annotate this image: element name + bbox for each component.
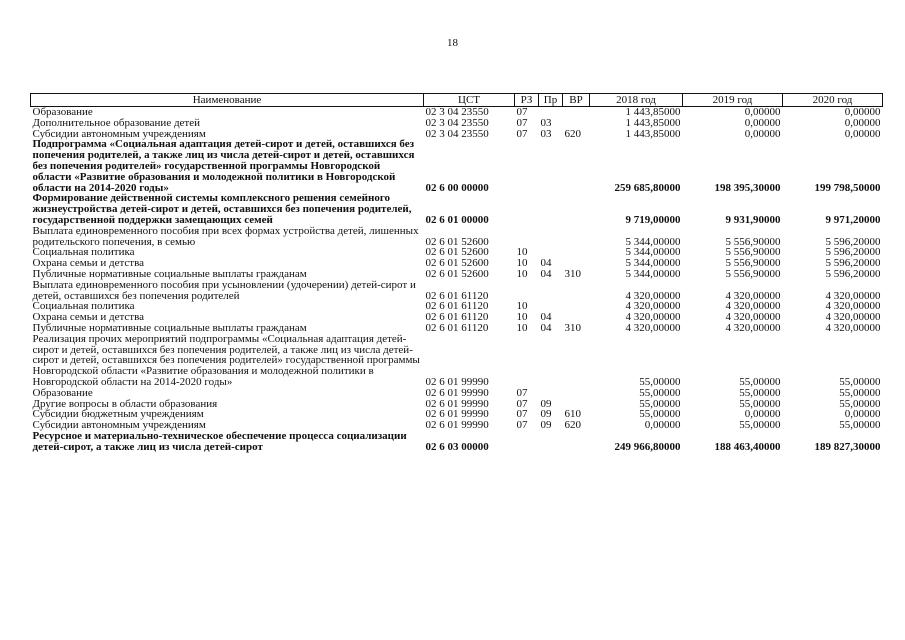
table-row: [31, 280, 883, 302]
cell-y2019: 55,00000: [739, 386, 781, 399]
cell-rz: 07: [516, 397, 528, 410]
cell-rz: 10: [516, 267, 528, 280]
page-number: 18: [447, 37, 458, 49]
cell-rz: 10: [516, 311, 528, 324]
cell-rz: 07: [516, 106, 528, 118]
cell-pr: 04: [540, 311, 552, 324]
cell-name: Субсидии бюджетным учреждениям: [32, 408, 204, 421]
cell-y2020: 4 320,00000: [825, 289, 881, 302]
cell-pr: [539, 280, 563, 302]
cell-vr: [563, 247, 590, 258]
table-header-row: [31, 94, 883, 107]
cell-y2018: 5 344,00000: [625, 246, 681, 259]
cell-pr: 04: [540, 321, 552, 334]
cell-name: Субсидии автономным учреждениям: [32, 419, 206, 432]
header-name: Наименование: [31, 94, 424, 107]
cell-y2020: 4 320,00000: [825, 321, 881, 334]
cell-y2018: 249 966,80000: [614, 440, 681, 453]
cell-y2019: 0,00000: [744, 106, 781, 118]
cell-y2020: 55,00000: [839, 397, 881, 410]
cell-y2020: 4 320,00000: [825, 300, 881, 313]
header-rz: РЗ: [515, 94, 539, 107]
cell-vr: [563, 118, 590, 129]
cell-y2020: 0,00000: [844, 408, 881, 421]
cell-cst: 02 6 01 61120: [425, 289, 489, 302]
cell-name: Образование: [32, 106, 93, 118]
cell-cst: 02 6 01 52600: [425, 246, 489, 259]
cell-rz: [515, 139, 539, 193]
cell-rz: [515, 334, 539, 388]
cell-pr: [539, 334, 563, 388]
cell-y2018: 0,00000: [644, 419, 681, 432]
header-vr: ВР: [563, 94, 590, 107]
cell-y2020: 5 596,20000: [825, 235, 881, 248]
cell-name: Публичные нормативные социальные выплаты гражданам: [32, 321, 307, 334]
cell-cst: 02 6 01 52600: [425, 257, 489, 270]
cell-name: Выплата единовременного пособия при всех формах устройства детей, лишенных родительского попечения, в семью: [32, 224, 419, 248]
header-2020: 2020 год: [783, 94, 883, 107]
cell-name: Субсидии автономным учреждениям: [32, 127, 206, 140]
cell-y2020: 199 798,50000: [814, 181, 881, 194]
cell-y2019: 4 320,00000: [725, 311, 781, 324]
cell-rz: 10: [516, 257, 528, 270]
cell-rz: 10: [516, 300, 528, 313]
cell-pr: [539, 226, 563, 248]
cell-y2020: 189 827,30000: [814, 440, 881, 453]
cell-cst: 02 6 01 99990: [425, 408, 489, 421]
cell-cst: 02 6 03 00000: [425, 440, 489, 453]
cell-rz: [515, 226, 539, 248]
cell-pr: 09: [540, 397, 552, 410]
cell-pr: [539, 388, 563, 399]
budget-table: [30, 93, 883, 453]
cell-vr: [563, 334, 590, 388]
cell-cst: 02 6 01 52600: [425, 267, 489, 280]
cell-y2018: 1 443,85000: [625, 106, 681, 118]
cell-cst: 02 3 04 23550: [425, 106, 489, 118]
cell-rz: 07: [516, 419, 528, 432]
cell-name: Выплата единовременного пособия при усыновлении (удочерении) детей-сирот и детей, оставшихся без попечения родителей: [32, 278, 416, 302]
cell-name: Образование: [32, 386, 93, 399]
cell-name: Другие вопросы в области образования: [32, 397, 218, 410]
cell-y2018: 1 443,85000: [625, 116, 681, 129]
cell-y2019: 55,00000: [739, 419, 781, 432]
cell-rz: [515, 431, 539, 453]
cell-y2019: 9 931,90000: [725, 213, 781, 226]
cell-pr: 04: [540, 267, 552, 280]
cell-cst: 02 6 01 61120: [425, 300, 489, 313]
cell-name: Социальная политика: [32, 246, 135, 259]
cell-y2020: 9 971,20000: [825, 213, 881, 226]
cell-y2019: 0,00000: [744, 116, 781, 129]
cell-vr: 310: [564, 267, 581, 280]
cell-y2019: 188 463,40000: [714, 440, 781, 453]
cell-vr: [563, 107, 590, 118]
cell-y2019: 5 556,90000: [725, 246, 781, 259]
cell-y2019: 5 556,90000: [725, 257, 781, 270]
cell-rz: 07: [516, 408, 528, 421]
cell-vr: 620: [564, 419, 581, 432]
cell-y2018: 55,00000: [639, 408, 681, 421]
cell-name: Социальная политика: [32, 300, 135, 313]
cell-y2018: 4 320,00000: [625, 300, 681, 313]
cell-pr: [539, 139, 563, 193]
cell-y2018: 55,00000: [639, 397, 681, 410]
table-row: [31, 334, 883, 388]
cell-cst: 02 3 04 23550: [425, 127, 489, 140]
cell-name: Охрана семьи и детства: [32, 311, 145, 324]
cell-name: Реализация прочих мероприятий подпрограммы «Социальная адаптация детей-сирот и детей, оставшихся без попечения родителей, а также лиц из числа детей-сирот и детей, оставшихся без попечения родителей» государственной программы Новгородской области «Развитие образования и молодежной политики в Новгородской области на 2014-2020 годы»: [32, 332, 420, 388]
cell-y2019: 5 556,90000: [725, 235, 781, 248]
cell-y2019: 5 556,90000: [725, 267, 781, 280]
cell-y2019: 4 320,00000: [725, 300, 781, 313]
cell-y2019: 55,00000: [739, 397, 781, 410]
table-row: [31, 118, 883, 129]
table-row: [31, 431, 883, 453]
table-body: [31, 107, 883, 453]
header-2019: 2019 год: [683, 94, 783, 107]
cell-y2020: 55,00000: [839, 419, 881, 432]
cell-y2020: 0,00000: [844, 116, 881, 129]
cell-y2019: 0,00000: [744, 408, 781, 421]
cell-cst: 02 6 01 52600: [425, 235, 489, 248]
cell-pr: [539, 193, 563, 225]
cell-vr: 610: [564, 408, 581, 421]
cell-name: Формирование действенной системы комплексного решения семейного жизнеустройства детей-сирот и детей, оставшихся без попечения родителей, государственной поддержки замещающих семей: [32, 192, 412, 226]
cell-vr: [563, 431, 590, 453]
cell-rz: 07: [516, 127, 528, 140]
cell-vr: 620: [564, 127, 581, 140]
cell-y2019: 55,00000: [739, 375, 781, 388]
cell-y2020: 5 596,20000: [825, 257, 881, 270]
cell-cst: 02 6 01 99990: [425, 397, 489, 410]
cell-y2018: 259 685,80000: [614, 181, 681, 194]
cell-rz: 10: [516, 246, 528, 259]
cell-y2020: 5 596,20000: [825, 267, 881, 280]
table-row: [31, 139, 883, 193]
cell-y2018: 5 344,00000: [625, 235, 681, 248]
cell-cst: 02 6 01 99990: [425, 375, 489, 388]
cell-y2018: 5 344,00000: [625, 257, 681, 270]
cell-y2018: 55,00000: [639, 386, 681, 399]
cell-y2020: 55,00000: [839, 375, 881, 388]
cell-y2019: 0,00000: [744, 127, 781, 140]
cell-y2020: 5 596,20000: [825, 246, 881, 259]
cell-pr: 09: [540, 408, 552, 421]
cell-vr: [563, 226, 590, 248]
cell-pr: 04: [540, 257, 552, 270]
cell-cst: 02 3 04 23550: [425, 116, 489, 129]
table-row: [31, 226, 883, 248]
cell-vr: [563, 193, 590, 225]
cell-y2018: 5 344,00000: [625, 267, 681, 280]
cell-rz: [515, 193, 539, 225]
cell-pr: 09: [540, 419, 552, 432]
cell-y2019: 198 395,30000: [714, 181, 781, 194]
cell-cst: 02 6 01 61120: [425, 311, 489, 324]
cell-name: Ресурсное и материально-техническое обеспечение процесса социализации детей-сирот, а также лиц из числа детей-сирот: [32, 429, 407, 453]
cell-vr: [563, 139, 590, 193]
cell-vr: [563, 388, 590, 399]
cell-vr: [563, 280, 590, 302]
cell-y2019: 4 320,00000: [725, 321, 781, 334]
cell-y2019: 4 320,00000: [725, 289, 781, 302]
cell-rz: 07: [516, 116, 528, 129]
cell-pr: [539, 431, 563, 453]
cell-vr: [563, 301, 590, 312]
cell-rz: 10: [516, 321, 528, 334]
cell-y2020: 0,00000: [844, 106, 881, 118]
cell-name: Охрана семьи и детства: [32, 257, 145, 270]
cell-cst: 02 6 01 00000: [425, 213, 489, 226]
cell-y2020: 55,00000: [839, 386, 881, 399]
cell-name: Дополнительное образование детей: [32, 116, 201, 129]
cell-y2020: 4 320,00000: [825, 311, 881, 324]
cell-rz: 07: [516, 386, 528, 399]
cell-rz: [515, 280, 539, 302]
cell-pr: 03: [540, 116, 552, 129]
cell-name: Подпрограмма «Социальная адаптация детей-сирот и детей, оставшихся без попечения родителей, а также лиц из числа детей-сирот и детей, оставшихся без попечения родителей» государственной программы Новгородской области «Развитие образования и молодежной политики в Новгородской области на 2014-2020 годы»: [32, 138, 415, 194]
cell-y2018: 4 320,00000: [625, 289, 681, 302]
cell-y2018: 4 320,00000: [625, 311, 681, 324]
header-cst: ЦСТ: [424, 94, 515, 107]
cell-cst: 02 6 01 99990: [425, 419, 489, 432]
cell-cst: 02 6 01 99990: [425, 386, 489, 399]
cell-vr: 310: [564, 321, 581, 334]
cell-cst: 02 6 00 00000: [425, 181, 489, 194]
cell-pr: 03: [540, 127, 552, 140]
cell-cst: 02 6 01 61120: [425, 321, 489, 334]
cell-y2018: 55,00000: [639, 375, 681, 388]
table-row: [31, 193, 883, 225]
cell-y2018: 9 719,00000: [625, 213, 681, 226]
cell-y2018: 4 320,00000: [625, 321, 681, 334]
header-pr: Пр: [539, 94, 563, 107]
header-2018: 2018 год: [590, 94, 683, 107]
cell-y2018: 1 443,85000: [625, 127, 681, 140]
cell-name: Публичные нормативные социальные выплаты гражданам: [32, 267, 307, 280]
table-row: [31, 388, 883, 399]
cell-y2020: 0,00000: [844, 127, 881, 140]
